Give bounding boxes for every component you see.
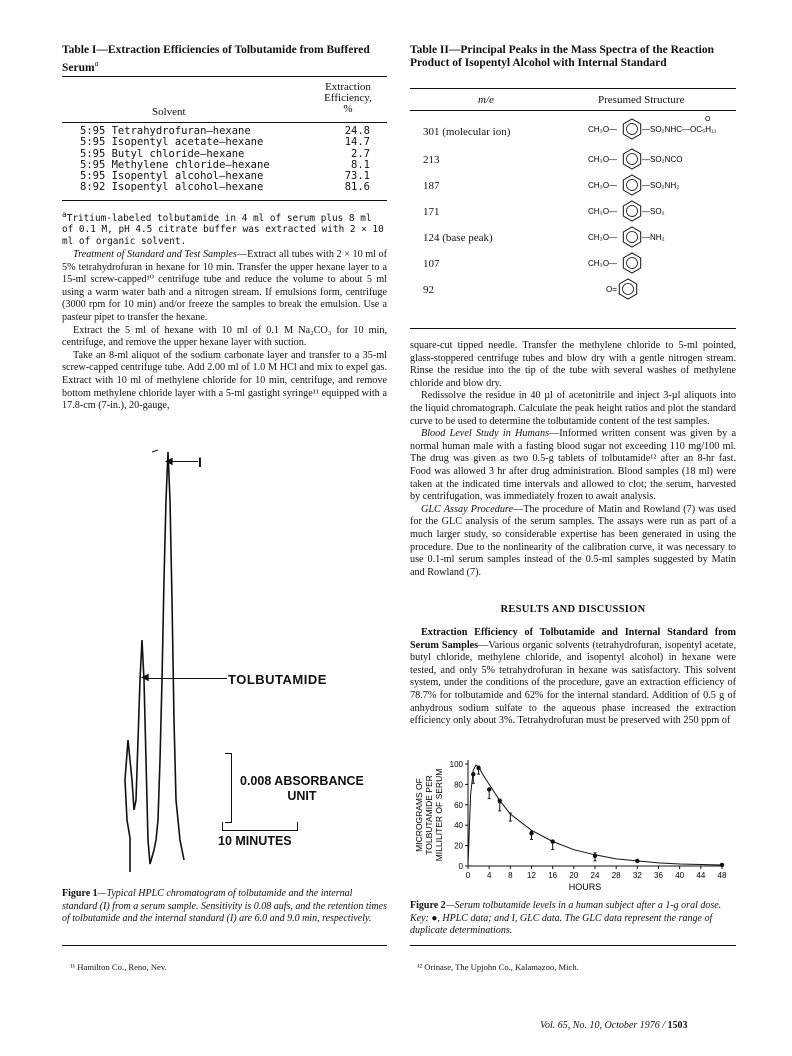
peak-I-label: I xyxy=(198,454,202,470)
x-tick-label: 40 xyxy=(675,871,685,880)
tolbutamide-label: TOLBUTAMIDE xyxy=(228,672,327,687)
y-tick-label: 100 xyxy=(449,760,463,769)
left-footnote-rule xyxy=(62,945,387,946)
right-body-text: square-cut tipped needle. Transfer the methylene chloride to 5-ml pointed, glass-stoppered centrifuge tubes and blow dry with a gentle nitrogen stream. Rinse the residue into the tip of the tube with several washes of methylene chloride and blow dry. Redissolve the residue in 40 µl of acetonitrile and inject 3-µl aliquots into the liquid chromatograph. Calculate the peak height ratios and plot the standard curve to be used to determine the tolbutamide content of the test samples. Blood Level Study in Humans—Informed written consent was given by a normal human male with a fasting blood sugar not exceeding 110 mg/100 ml. The drug was given as two 0.5-g tablets of tolbutamide¹² after an 8-hr fast. Food was allowed 3 hr after drug administration. Blood samples (18 ml) were taken at the indicated time intervals and allowed to clot; the serum, harvested by centrifugation, was immediately frozen to await analysis. GLC Assay Procedure—The procedure of Matin and Rowland (7) was used for the GLC analysis of the serum samples. The assays were run as part of a much larger study, so considerable expertise has been generated in using the procedure. Due to the nonlinearity of the calibration curve, it was necessary to use 0.1-ml serum samples instead of the 0.5-ml samples suggested by Matin and Rowland (7). xyxy=(410,340,736,578)
table-cell-efficiency: 73.1 xyxy=(344,170,370,183)
structure-right-group: —SO₂NCO xyxy=(642,155,683,164)
structure-drawing xyxy=(588,276,738,302)
table2-me: 124 (base peak) xyxy=(423,232,493,244)
table2-top-rule xyxy=(410,88,736,89)
footnote-12: ¹² Orinase, The Upjohn Co., Kalamazoo, Mich. xyxy=(417,962,579,972)
table1-header xyxy=(62,78,387,128)
minutes-label: 10 MINUTES xyxy=(218,834,292,848)
table-cell-efficiency: 24.8 xyxy=(344,125,370,137)
absorbance-label: 0.008 ABSORBANCE UNIT xyxy=(240,774,364,803)
table1-title: Table I—Extraction Efficiencies of Tolbutamide from Buffered Serum$^a$ xyxy=(62,44,370,74)
x-tick-label: 24 xyxy=(590,871,600,880)
x-tick-label: 8 xyxy=(508,871,513,880)
table2-col-struct: Presumed Structure xyxy=(598,94,685,106)
table2-me: 213 xyxy=(423,154,440,166)
structure-drawing xyxy=(588,146,738,172)
benzene-ring xyxy=(623,175,640,195)
table-cell-solvent: 5:95 Isopentyl acetate–hexane xyxy=(80,136,264,149)
table1-header-rule xyxy=(62,122,387,123)
table1-top-rule xyxy=(62,76,387,77)
x-tick-label: 28 xyxy=(611,871,621,880)
table2-header-rule xyxy=(410,110,736,111)
minutes-scale-bar xyxy=(222,822,298,831)
structure-left-group: CH₃O— xyxy=(588,181,618,190)
figure2-chart xyxy=(410,750,736,898)
table-cell-efficiency: 8.1 xyxy=(351,158,370,171)
structure-left-group: CH₃O— xyxy=(588,125,618,134)
right-footnote-rule xyxy=(410,945,736,946)
structure-carbonyl-o: O xyxy=(705,116,711,123)
tolbutamide-pointer xyxy=(147,678,227,679)
table2-me: 301 (molecular ion) xyxy=(423,126,511,138)
table1-col-solvent: Solvent xyxy=(152,106,186,118)
x-tick-label: 44 xyxy=(696,871,706,880)
benzene-ring xyxy=(623,253,640,273)
hplc-point xyxy=(720,863,724,867)
y-axis-label-line: MICROGRAMS OF xyxy=(414,778,424,852)
table1-footnote: $^a$Tritium-labeled tolbutamide in 4 ml of serum plus 8 ml of 0.1 M, pH 4.5 citrate buffer was extracted with 2 × 10 ml of organic solvent. xyxy=(62,210,384,247)
y-tick-label: 60 xyxy=(454,800,463,810)
x-tick-label: 36 xyxy=(654,871,663,880)
y-axis-label-line: TOLBUTAMIDE PER xyxy=(424,775,434,855)
table1-body xyxy=(80,126,380,194)
structure-drawing xyxy=(588,172,738,198)
table1-bottom-rule xyxy=(62,200,387,201)
peak-I-arrowhead: ◀ xyxy=(165,456,173,467)
table2-bottom-rule xyxy=(410,328,736,329)
structure-right-group: —NH₂ xyxy=(642,233,665,242)
x-tick-label: 4 xyxy=(486,871,492,880)
folio: Vol. 65, No. 10, October 1976 / 1503 xyxy=(540,1020,688,1031)
table-cell-efficiency: 81.6 xyxy=(344,181,370,194)
structure-right-group: —SO₂ xyxy=(642,207,665,216)
structure-drawing xyxy=(588,250,738,276)
left-body-text: Treatment of Standard and Test Samples—Extract all tubes with 2 × 10 ml of 5% tetrahydrofuran in hexane for 10 min. Transfer the upper hexane layer to a 15-ml screw-capped¹⁰ centrifuge tube and reduce the volume to about 5 ml using a warm water bath and a nitrogen stream. If emulsions form, centrifuge (3000 rpm for 10 min) and/or freeze the samples to break the emulsion. Use a pasteur pipet to transfer the hexane. Extract the 5 ml of hexane with 10 ml of 0.1 M Na₂CO₃ for 10 min, centrifuge, and remove the upper hexane layer with suction. Take an 8-ml aliquot of the sodium carbonate layer and transfer to a 35-ml screw-capped centrifuge tube. Add 2.00 ml of 1.0 M HCl and mix to expel gas. Extract with 10 ml of methylene chloride for 10 min, centrifuge, and remove bottom methylene chloride layer with a 5-ml gastight syringe¹¹ equipped with a 17.8-cm (7-in.), 20-gauge, xyxy=(62,249,388,412)
table2-me: 171 xyxy=(423,206,440,218)
structure-right-group: —SO₂NH₂ xyxy=(642,181,680,190)
table-cell-efficiency: 14.7 xyxy=(344,136,370,149)
x-tick-label: 12 xyxy=(527,871,536,880)
table2-body xyxy=(410,112,736,322)
structure-left-group: CH₃O— xyxy=(588,155,618,164)
fitted-curve xyxy=(468,765,722,866)
benzene-ring xyxy=(623,119,640,139)
table-cell-efficiency: 2.7 xyxy=(351,147,370,160)
x-tick-label: 48 xyxy=(717,871,727,880)
y-tick-label: 40 xyxy=(454,821,463,831)
chromatogram-trace xyxy=(125,452,184,872)
y-tick-label: 20 xyxy=(454,841,463,851)
x-tick-label: 0 xyxy=(465,871,471,880)
table2-me: 92 xyxy=(423,284,434,296)
x-tick-label: 32 xyxy=(632,871,642,880)
structure-drawing xyxy=(588,116,738,142)
structure-left-group: O= xyxy=(606,285,617,294)
structure-drawing xyxy=(588,224,738,250)
hplc-point xyxy=(635,859,639,863)
absorbance-scale-bar xyxy=(225,753,232,823)
benzene-ring xyxy=(623,201,640,221)
table-cell-solvent: 5:95 Methylene chloride–hexane xyxy=(80,158,270,171)
structure-left-group: CH₃O— xyxy=(588,207,618,216)
y-axis-label-line: MILLILITER OF SERUM xyxy=(434,768,444,862)
table-cell-solvent: 5:95 Isopentyl alcohol–hexane xyxy=(80,170,264,183)
figure2-caption: Figure 2—Serum tolbutamide levels in a human subject after a 1-g oral dose. Key: ●, HPLC data; and I, GLC data. The GLC data represent the range of duplicate determinations. xyxy=(410,900,722,936)
benzene-ring xyxy=(623,149,640,169)
hplc-point xyxy=(498,799,502,803)
table2-title: Table II—Principal Peaks in the Mass Spectra of the Reaction Product of Isopentyl Alcohol with Internal Standard xyxy=(410,44,714,69)
structure-left-group: CH₃O— xyxy=(588,233,618,242)
tolbutamide-arrowhead: ◀ xyxy=(141,672,149,683)
peak-I-pointer xyxy=(170,461,198,462)
table-cell-solvent: 8:92 Isopentyl alcohol–hexane xyxy=(80,181,264,194)
structure-drawing xyxy=(588,198,738,224)
x-tick-label: 20 xyxy=(569,871,579,880)
table-cell-solvent: 5:95 Tetrahydrofuran–hexane xyxy=(80,125,251,137)
benzene-ring xyxy=(619,279,636,299)
y-tick-label: 80 xyxy=(454,780,463,790)
x-tick-label: 16 xyxy=(548,871,558,880)
y-tick-label: 0 xyxy=(458,862,463,871)
table2-me: 107 xyxy=(423,258,440,270)
structure-left-group: CH₃O— xyxy=(588,259,618,268)
table-row xyxy=(80,182,380,193)
section-heading: RESULTS AND DISCUSSION xyxy=(500,604,646,615)
structure-right-group: —SO₂NHC—OC₅H₁₁ xyxy=(642,125,717,134)
table2-col-me: m/e xyxy=(478,94,494,106)
benzene-ring xyxy=(623,227,640,247)
figure1-caption: Figure 1—Typical HPLC chromatogram of tolbutamide and the internal standard (I) from a serum sample. Sensitivity is 0.08 aufs, and the retention times of tolbutamide and the internal standard (I) are 6.0 and 9.0 min, respectively. xyxy=(62,888,387,924)
table-row xyxy=(80,137,380,148)
x-axis-label: HOURS xyxy=(568,882,602,892)
footnote-11: ¹¹ Hamilton Co., Reno, Nev. xyxy=(70,962,167,972)
results-paragraph: Extraction Efficiency of Tolbutamide and Internal Standard from Serum Samples—Various organic solvents (tetrahydrofuran, isopentyl acetate, butyl chloride, methylene chloride, and isopentyl alcohol) in hexane were tested, and only 5% tetrahydrofuran in hexane was satisfactory. This solvent system, under the conditions of the procedure, gave an extraction efficiency of 78.7% for tolbutamide and 62% for the internal standard. Addition of 0.5 g of anhydrous sodium sulfate to the aqueous phase increased the extraction efficiency only about 3%. Tetrahydrofuran must be preserved with 250 ppm of xyxy=(410,627,736,727)
table1-col-efficiency: Extraction Efficiency, % xyxy=(324,81,372,115)
table2-me: 187 xyxy=(423,180,440,192)
table-cell-solvent: 5:95 Butyl chloride–hexane xyxy=(80,147,245,160)
